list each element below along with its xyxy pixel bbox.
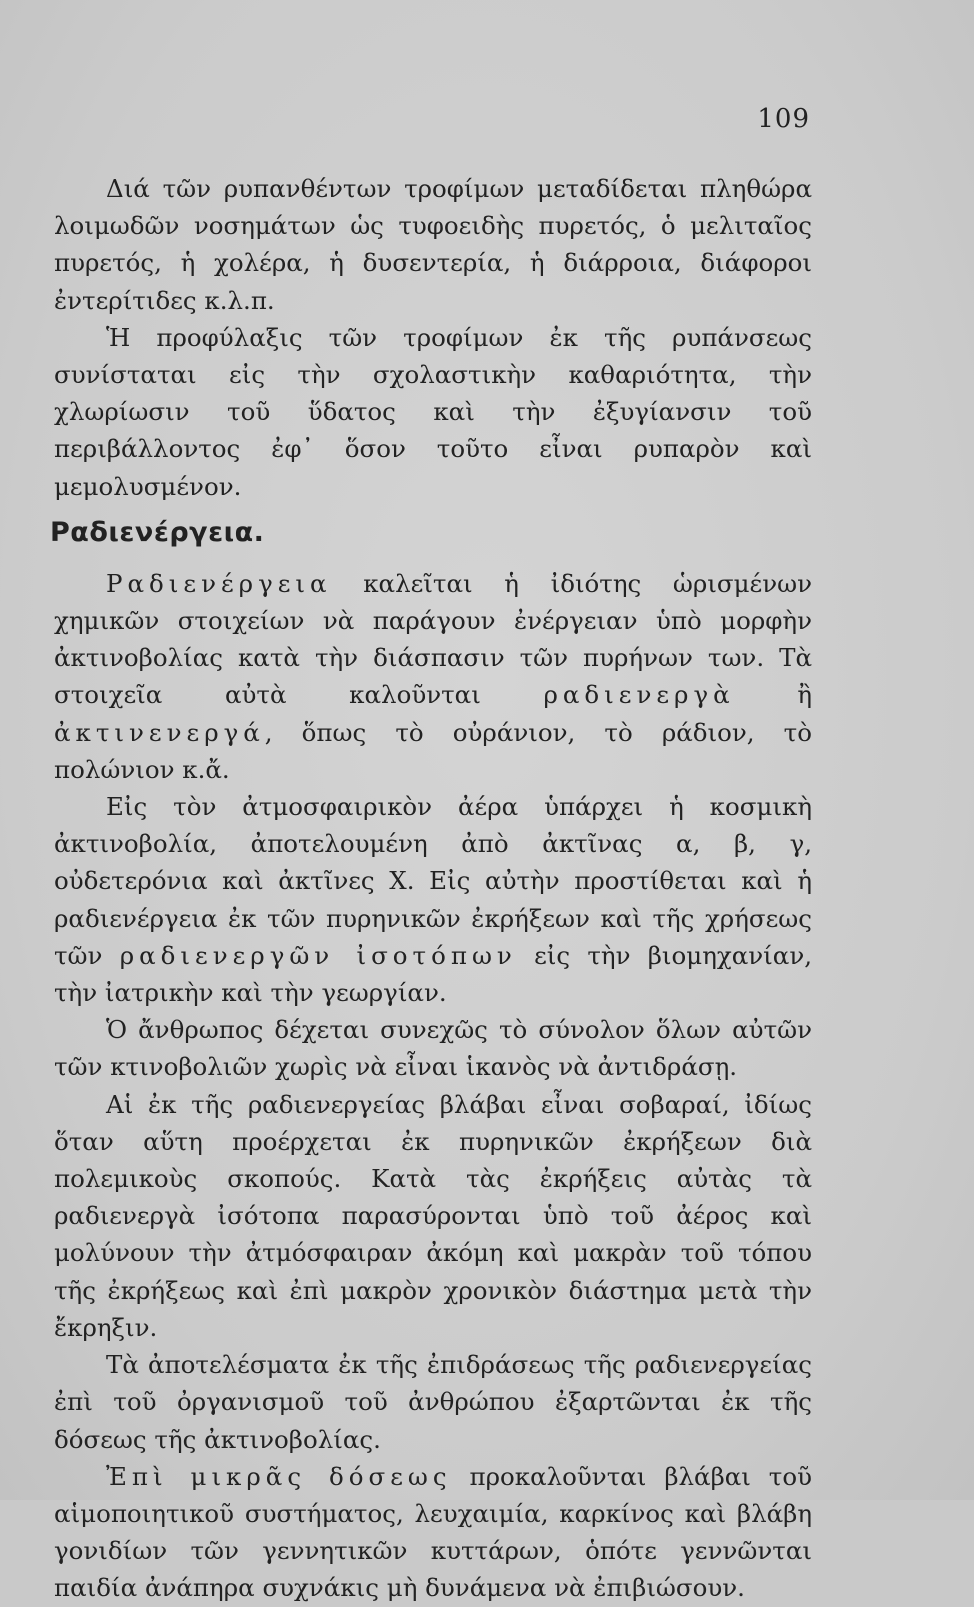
section-heading-radioactivity: Ραδιενέργεια.	[50, 516, 265, 548]
term-radioactive: ραδιενεργὰ	[543, 680, 735, 710]
paragraph-food-diseases: Διά τῶν ρυπανθέντων τροφίμων μεταδίδεται πληθώρα λοιμωδῶν νοσημάτων ὡς τυφοειδὴς πυρετός, ὁ μελιταῖος πυρετός, ἡ χολέρα, ἡ δυσεντερία, ἡ διάρροια, διάφοροι ἐντερίτιδες κ.λ.π.	[54, 174, 812, 315]
term-small-dose: Ἐπὶ μικρᾶς δόσεως	[106, 1461, 452, 1491]
paragraph-text: προκαλοῦνται βλάβαι τοῦ αἱμοποιητικοῦ συστήματος, λευχαιμία, καρκίνος καὶ βλάβη γονιδίων τῶν γεννητικῶν κυττάρων, ὁπότε γεννῶνται παιδία ἀνάπηρα συχνάκις μὴ δυνάμενα νὰ ἐπιβιώσουν.	[54, 1461, 813, 1603]
page-number: 109	[757, 104, 810, 134]
page-text	[50, 170, 813, 1607]
paragraph-text: καλεῖται ἡ ἰδιότης ὡρισμένων χημικῶν στοιχείων νὰ παράγουν ἐνέργειαν ὑπὸ μορφὴν ἀκτινοβολίας κατὰ τὴν διάσπασιν τῶν πυρήνων των. Τὰ στοιχεῖα αὐτὰ καλοῦνται	[54, 568, 812, 710]
paragraph-radioactivity-definition	[54, 565, 812, 788]
paragraph-human-exposure: Ὁ ἄνθρωπος δέχεται συνεχῶς τὸ σύνολον ὅλων αὐτῶν τῶν κτινοβολιῶν χωρὶς νὰ εἶναι ἱκανὸς νὰ ἀντιδράσῃ.	[54, 1015, 812, 1082]
paragraph-cosmic-radiation	[54, 788, 812, 1011]
term-ray-active: ἀκτινενεργά	[54, 717, 265, 747]
paragraph-radiation-damage: Αἱ ἐκ τῆς ραδιενεργείας βλάβαι εἶναι σοβαραί, ἰδίως ὅταν αὕτη προέρχεται ἐκ πυρηνικῶν ἐκρήξεων διὰ πολεμικοὺς σκοπούς. Κατὰ τὰς ἐκρήξεις αὐτὰς τὰ ραδιενεργὰ ἰσότοπα παρασύρονται ὑπὸ τοῦ ἀέρος καὶ μολύνουν τὴν ἀτμόσφαιραν ἀκόμη καὶ μακρὰν τοῦ τόπου τῆς ἐκρήξεως καὶ ἐπὶ μακρὸν χρονικὸν διάστημα μετὰ τὴν ἔκρηξιν.	[54, 1089, 812, 1342]
paragraph-text: ἢ	[734, 680, 812, 710]
paragraph-text: εἰς τὴν βιομηχανίαν, τὴν ἰατρικὴν καὶ τὴν γεωργίαν.	[54, 940, 813, 1008]
paragraph-food-protection: Ἡ προφύλαξις τῶν τροφίμων ἐκ τῆς ρυπάνσεως συνίσταται εἰς τὴν σχολαστικὴν καθαριότητα, τὴν χλωρίωσιν τοῦ ὕδατος καὶ τὴν ἐξυγίανσιν τοῦ περιβάλλοντος ἐφ᾽ ὅσον τοῦτο εἶναι ρυπαρὸν καὶ μεμολυσμένον.	[54, 322, 812, 501]
paragraph-text: Εἰς τὸν ἀτμοσφαιρικὸν ἀέρα ὑπάρχει ἡ κοσμικὴ ἀκτινοβολία, ἀποτελουμένη ἀπὸ ἀκτῖνας α, β, γ, οὐδετερόνια καὶ ἀκτῖνες Χ. Εἰς αὐτὴν προστίθεται καὶ ἡ ραδιενέργεια ἐκ τῶν πυρηνικῶν ἐκρήξεων καὶ τῆς χρήσεως τῶν	[54, 792, 812, 970]
paragraph-radiation-effects: Τὰ ἀποτελέσματα ἐκ τῆς ἐπιδράσεως τῆς ραδιενεργείας ἐπὶ τοῦ ὀργανισμοῦ τοῦ ἀνθρώπου ἐξαρτῶνται ἐκ τῆς δόσεως τῆς ἀκτινοβολίας.	[54, 1350, 812, 1454]
paragraph-small-doses	[54, 1458, 812, 1607]
paragraph-text: , ὅπως τὸ οὐράνιον, τὸ ράδιον, τὸ πολώνιον κ.ἄ.	[54, 717, 812, 784]
term-radioactivity: Ραδιενέργεια	[106, 568, 332, 598]
term-radioactive-isotopes: ραδιενεργῶν ἰσοτόπων	[119, 940, 517, 970]
